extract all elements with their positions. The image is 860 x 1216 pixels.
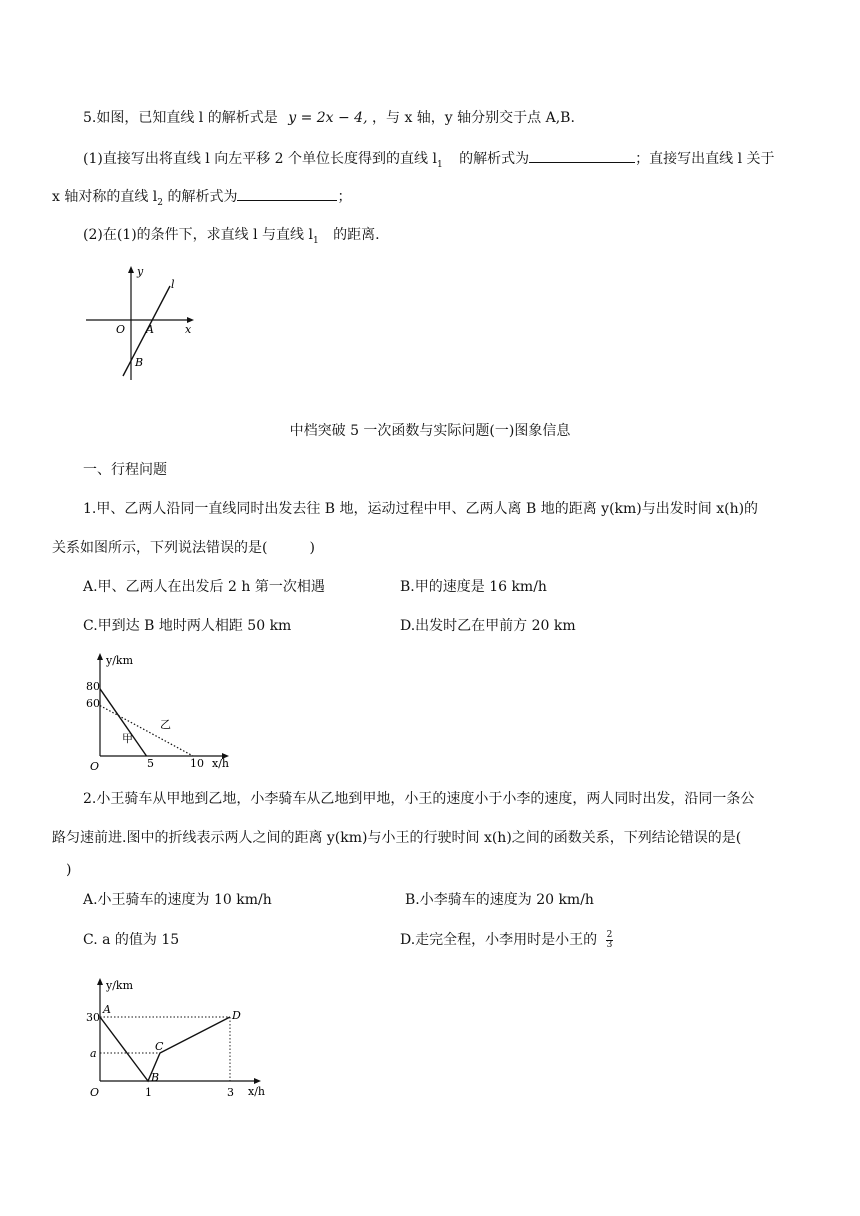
q1-xlabel: x/h (212, 757, 229, 770)
q5-answer-blank-2[interactable] (237, 186, 337, 201)
q2-tick-1: 1 (145, 1086, 152, 1099)
q5-y-arrow-icon (128, 266, 134, 273)
q1-tick-60: 60 (86, 697, 100, 710)
q5-part1-sub1: 1 (436, 159, 443, 170)
q2-fraction-denominator: 3 (606, 939, 613, 950)
q5-part2 (83, 225, 380, 251)
q5-label-x: x (185, 323, 192, 336)
q1-option-d[interactable]: D.出发时乙在甲前方 20 km (400, 618, 576, 634)
q1-series-yi-label: 乙 (160, 718, 171, 731)
q5-label-A: A (146, 323, 154, 336)
q5-part1-line2 (52, 186, 351, 213)
q2-fraction-numerator: 2 (606, 929, 613, 940)
q2-y-arrow-icon (97, 978, 103, 985)
q5-label-B: B (135, 356, 144, 369)
q1-series-jia-label: 甲 (122, 732, 133, 745)
q1-option-c[interactable]: C.甲到达 B 地时两人相距 50 km (83, 618, 292, 634)
section-title: 中档突破 5 一次函数与实际问题(一)图象信息 (289, 423, 571, 439)
q5-part2-b: 的距离. (333, 227, 380, 243)
q2-option-d-text: D.走完全程，小李用时是小王的 (400, 932, 598, 948)
q5-figure (86, 262, 206, 382)
q5-part1-f: ； (337, 189, 352, 205)
q1-tick-5: 5 (147, 757, 154, 770)
q2-stem-line2: 路匀速前进.图中的折线表示两人之间的距离 y(km)与小王的行驶时间 x(h)之间的函数关系，下列结论错误的是( (52, 830, 742, 846)
q1-stem-line2: 关系如图所示，下列说法错误的是( ) (52, 540, 315, 556)
q1-tick-80: 80 (86, 680, 100, 693)
q5-part1-c: ；直接写出直线 l 关于 (635, 151, 775, 167)
q1-y-arrow-icon (97, 653, 103, 660)
q1-series-line-yi (100, 706, 193, 756)
q2-point-A: A (103, 1003, 111, 1016)
q2-distance-polyline (100, 1017, 230, 1081)
q5-part1-e: 的解析式为 (167, 189, 238, 205)
q2-option-c[interactable]: C. a 的值为 15 (83, 932, 180, 948)
q5-label-y: y (137, 265, 144, 278)
q2-stem-line1: 2.小王骑车从甲地到乙地，小李骑车从乙地到甲地，小王的速度小于小李的速度，两人同时出发，沿同一条公 (83, 791, 755, 807)
q1-option-a[interactable]: A.甲、乙两人在出发后 2 h 第一次相遇 (83, 579, 325, 595)
q1-tick-10: 10 (190, 757, 204, 770)
q2-option-a[interactable]: A.小王骑车的速度为 10 km/h (83, 892, 272, 908)
q2-xlabel: x/h (248, 1085, 265, 1098)
q1-origin: O (90, 760, 100, 773)
q2-figure (84, 975, 274, 1100)
q1-chart (84, 650, 244, 775)
q5-intro-a: 5.如图，已知直线 l 的解析式是 (83, 110, 278, 126)
q2-stem-line3: ) (66, 862, 72, 878)
q5-part1-line1 (83, 148, 775, 175)
q1-series-line-jia (100, 689, 147, 756)
q2-origin: O (90, 1086, 100, 1099)
q5-label-l: l (171, 278, 175, 291)
q1-option-b[interactable]: B.甲的速度是 16 km/h (400, 579, 547, 595)
q2-option-d-fraction (606, 931, 614, 950)
q5-stem (83, 108, 575, 128)
q5-equation: y = 2x − 4, (288, 110, 368, 126)
q5-intro-b: ，与 x 轴，y 轴分别交于点 A,B. (372, 110, 575, 126)
q5-part1-b: 的解析式为 (459, 151, 530, 167)
q2-tick-30: 30 (86, 1011, 100, 1024)
q1-stem-line1: 1.甲、乙两人沿同一直线同时出发去往 B 地，运动过程中甲、乙两人离 B 地的距离 y(km)与出发时间 x(h)的 (83, 501, 759, 517)
q2-point-C: C (155, 1040, 164, 1053)
q2-point-B: B (151, 1071, 160, 1084)
q2-point-D: D (232, 1009, 241, 1022)
section-heading: 一、行程问题 (83, 462, 167, 478)
q1-series-layer (100, 689, 193, 756)
q5-part2-a: (2)在(1)的条件下，求直线 l 与直线 l (83, 227, 313, 243)
q5-part2-sub: 1 (312, 235, 319, 246)
q5-part1-d: x 轴对称的直线 l (52, 189, 158, 205)
q2-ylabel: y/km (106, 979, 134, 992)
q5-label-origin: O (116, 323, 126, 336)
q2-option-b[interactable]: B.小李骑车的速度为 20 km/h (405, 892, 594, 908)
q1-ylabel: y/km (106, 654, 134, 667)
q2-x-arrow-icon (254, 1078, 261, 1084)
q2-tick-3: 3 (227, 1086, 234, 1099)
q5-part1-sub2: 2 (157, 197, 164, 208)
q5-answer-blank-1[interactable] (529, 148, 635, 163)
q2-option-d[interactable] (400, 930, 613, 950)
q2-tick-a: a (90, 1047, 97, 1060)
q5-part1-a: (1)直接写出将直线 l 向左平移 2 个单位长度得到的直线 l (83, 151, 437, 167)
